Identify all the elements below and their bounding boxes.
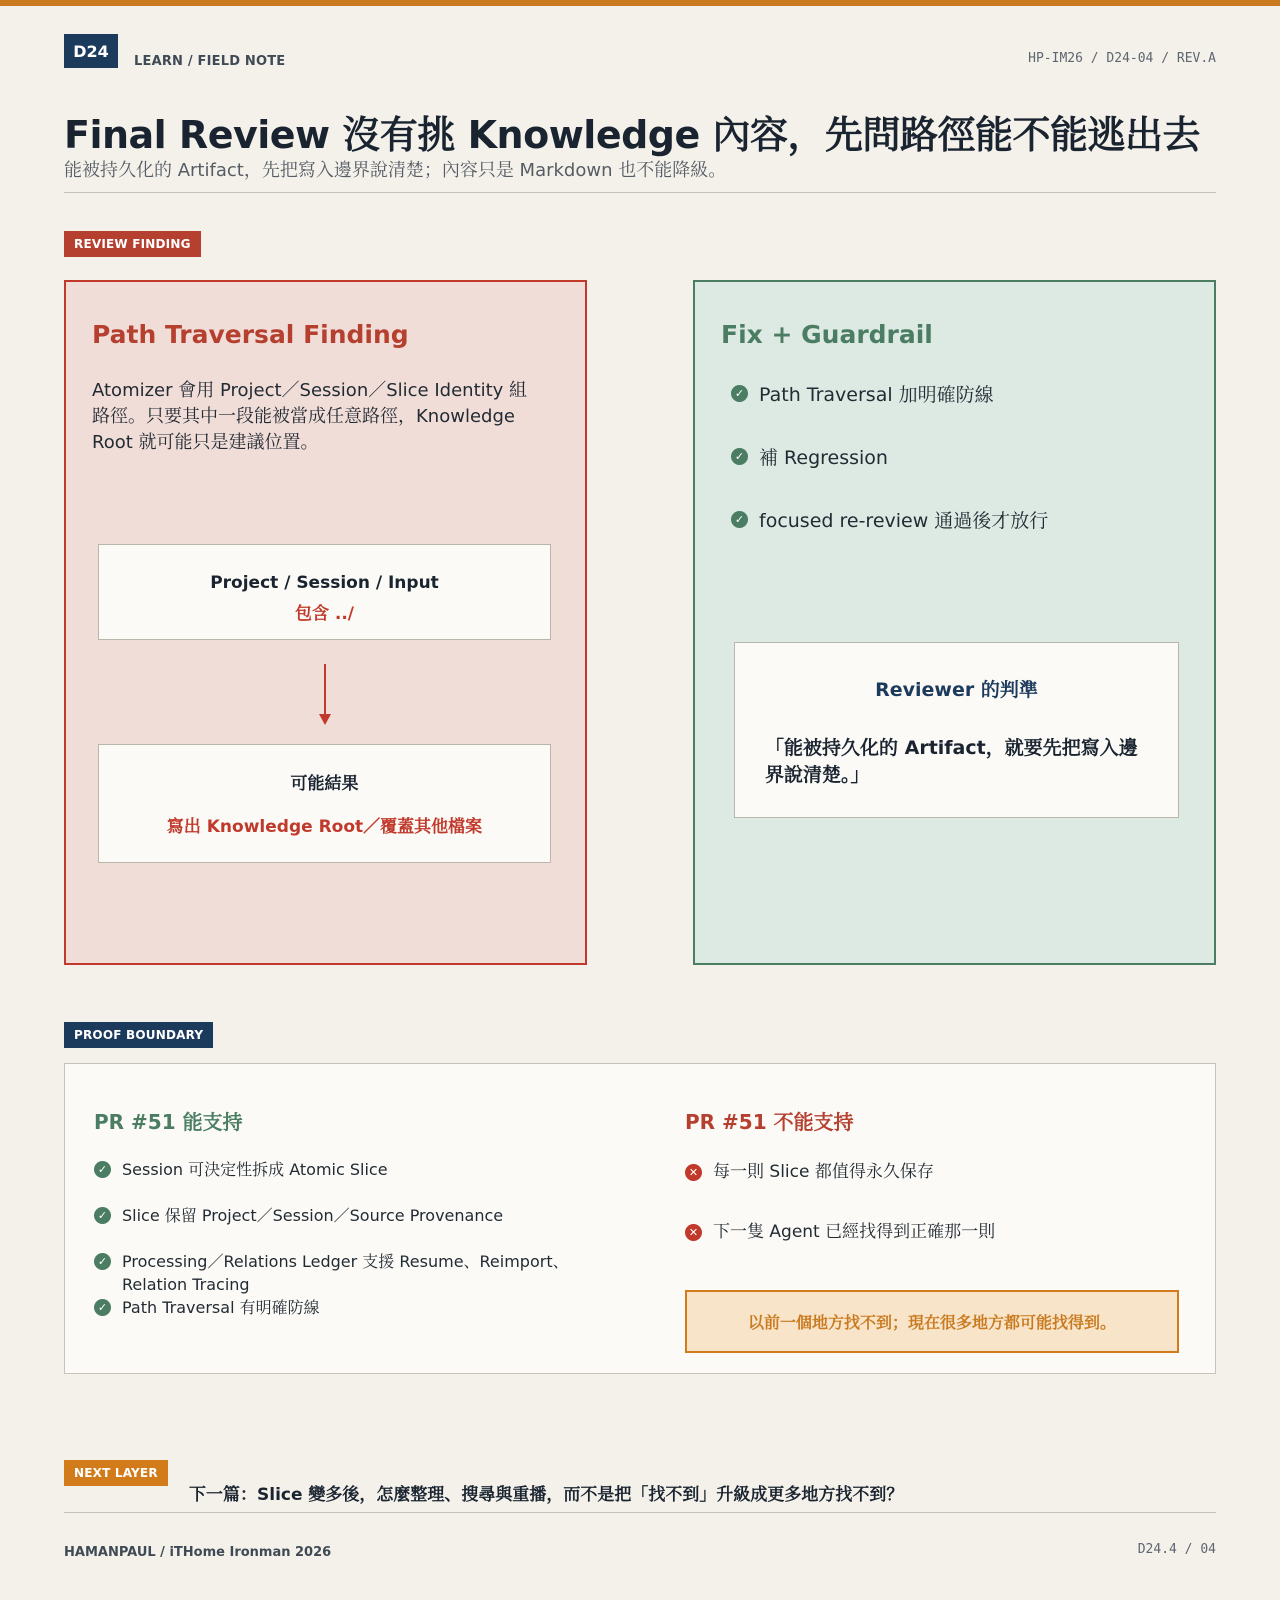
supports-list <box>94 1158 624 1319</box>
arrow-down-icon <box>324 664 326 716</box>
list-item: ✓ Path Traversal 加明確防線 <box>731 380 1048 406</box>
result-box-head: 可能結果 <box>290 774 359 794</box>
input-box <box>98 544 551 640</box>
list-item: ✓ Session 可決定性拆成 Atomic Slice <box>94 1158 624 1181</box>
proof-boundary-card <box>64 1063 1216 1374</box>
input-box-head: Project / Session / Input <box>210 573 439 593</box>
check-circle-icon: ✓ <box>731 385 748 402</box>
finding-body: Atomizer 會用 Project／Session／Slice Identity 組路徑。只要其中一段能被當成任意路徑，Knowledge Root 就可能只是建議位置。 <box>92 380 528 453</box>
list-item: ✕ 每一則 Slice 都值得永久保存 <box>685 1161 1179 1184</box>
warning-callout: 以前一個地方找不到；現在很多地方都可能找得到。 <box>685 1290 1179 1353</box>
not-supports-list <box>685 1161 1179 1244</box>
check-circle-icon: ✓ <box>731 511 748 528</box>
check-circle-icon: ✓ <box>94 1299 111 1316</box>
fix-checklist <box>731 380 1048 569</box>
fix-panel <box>693 280 1216 965</box>
arrow-head-icon <box>319 714 331 725</box>
check-circle-icon: ✓ <box>94 1207 111 1224</box>
finding-panel <box>64 280 587 965</box>
input-box-sub: 包含 ../ <box>294 604 355 624</box>
footer-page-number: D24.4 / 04 <box>1137 1542 1216 1557</box>
review-finding-tag: REVIEW FINDING <box>64 231 201 257</box>
footer-credit: HAMANPAUL / iTHome Ironman 2026 <box>64 1545 332 1560</box>
doc-reference: HP-IM26 / D24-04 / REV.A <box>1028 51 1216 66</box>
check-circle-icon: ✓ <box>731 448 748 465</box>
list-item: ✓ Path Traversal 有明確防線 <box>94 1296 624 1319</box>
fix-title: Fix + Guardrail <box>721 320 933 349</box>
list-item: ✓ focused re-review 通過後才放行 <box>731 506 1048 532</box>
x-circle-icon: ✕ <box>685 1224 702 1241</box>
next-layer-tag: NEXT LAYER <box>64 1460 168 1486</box>
result-box-sub: 寫出 Knowledge Root／覆蓋其他檔案 <box>166 817 483 837</box>
quote-text: 「能被持久化的 Artifact，就要先把寫入邊界說清楚。」 <box>765 737 1138 786</box>
top-accent-bar <box>0 0 1280 6</box>
x-circle-icon: ✕ <box>685 1164 702 1181</box>
next-layer-text: 下一篇：Slice 變多後，怎麼整理、搜尋與重播，而不是把「找不到」升級成更多地方找不到？ <box>189 1485 904 1505</box>
list-item: ✕ 下一隻 Agent 已經找得到正確那一則 <box>685 1221 1179 1244</box>
list-item: ✓ 補 Regression <box>731 443 1048 469</box>
proof-boundary-tag: PROOF BOUNDARY <box>64 1022 213 1048</box>
quote-head: Reviewer 的判準 <box>875 679 1038 701</box>
kicker: LEARN / FIELD NOTE <box>134 54 286 69</box>
list-item: ✓ Slice 保留 Project／Session／Source Provenance <box>94 1204 624 1227</box>
finding-title: Path Traversal Finding <box>92 320 409 349</box>
page-title: Final Review 沒有挑 Knowledge 內容，先問路徑能不能逃出去 <box>64 113 1201 157</box>
page-subtitle: 能被持久化的 Artifact，先把寫入邊界說清楚；內容只是 Markdown 也不能降級。 <box>64 160 727 181</box>
check-circle-icon: ✓ <box>94 1253 111 1270</box>
check-circle-icon: ✓ <box>94 1161 111 1178</box>
footer-divider <box>64 1512 1216 1513</box>
doc-badge: D24 <box>64 34 118 68</box>
not-supports-title: PR #51 不能支持 <box>685 1110 854 1134</box>
header-divider <box>64 192 1216 193</box>
supports-title: PR #51 能支持 <box>94 1110 243 1134</box>
result-box <box>98 744 551 863</box>
list-item: ✓ Processing／Relations Ledger 支援 Resume、Reimport、Relation Tracing <box>94 1250 624 1296</box>
reviewer-quote-box <box>734 642 1179 818</box>
